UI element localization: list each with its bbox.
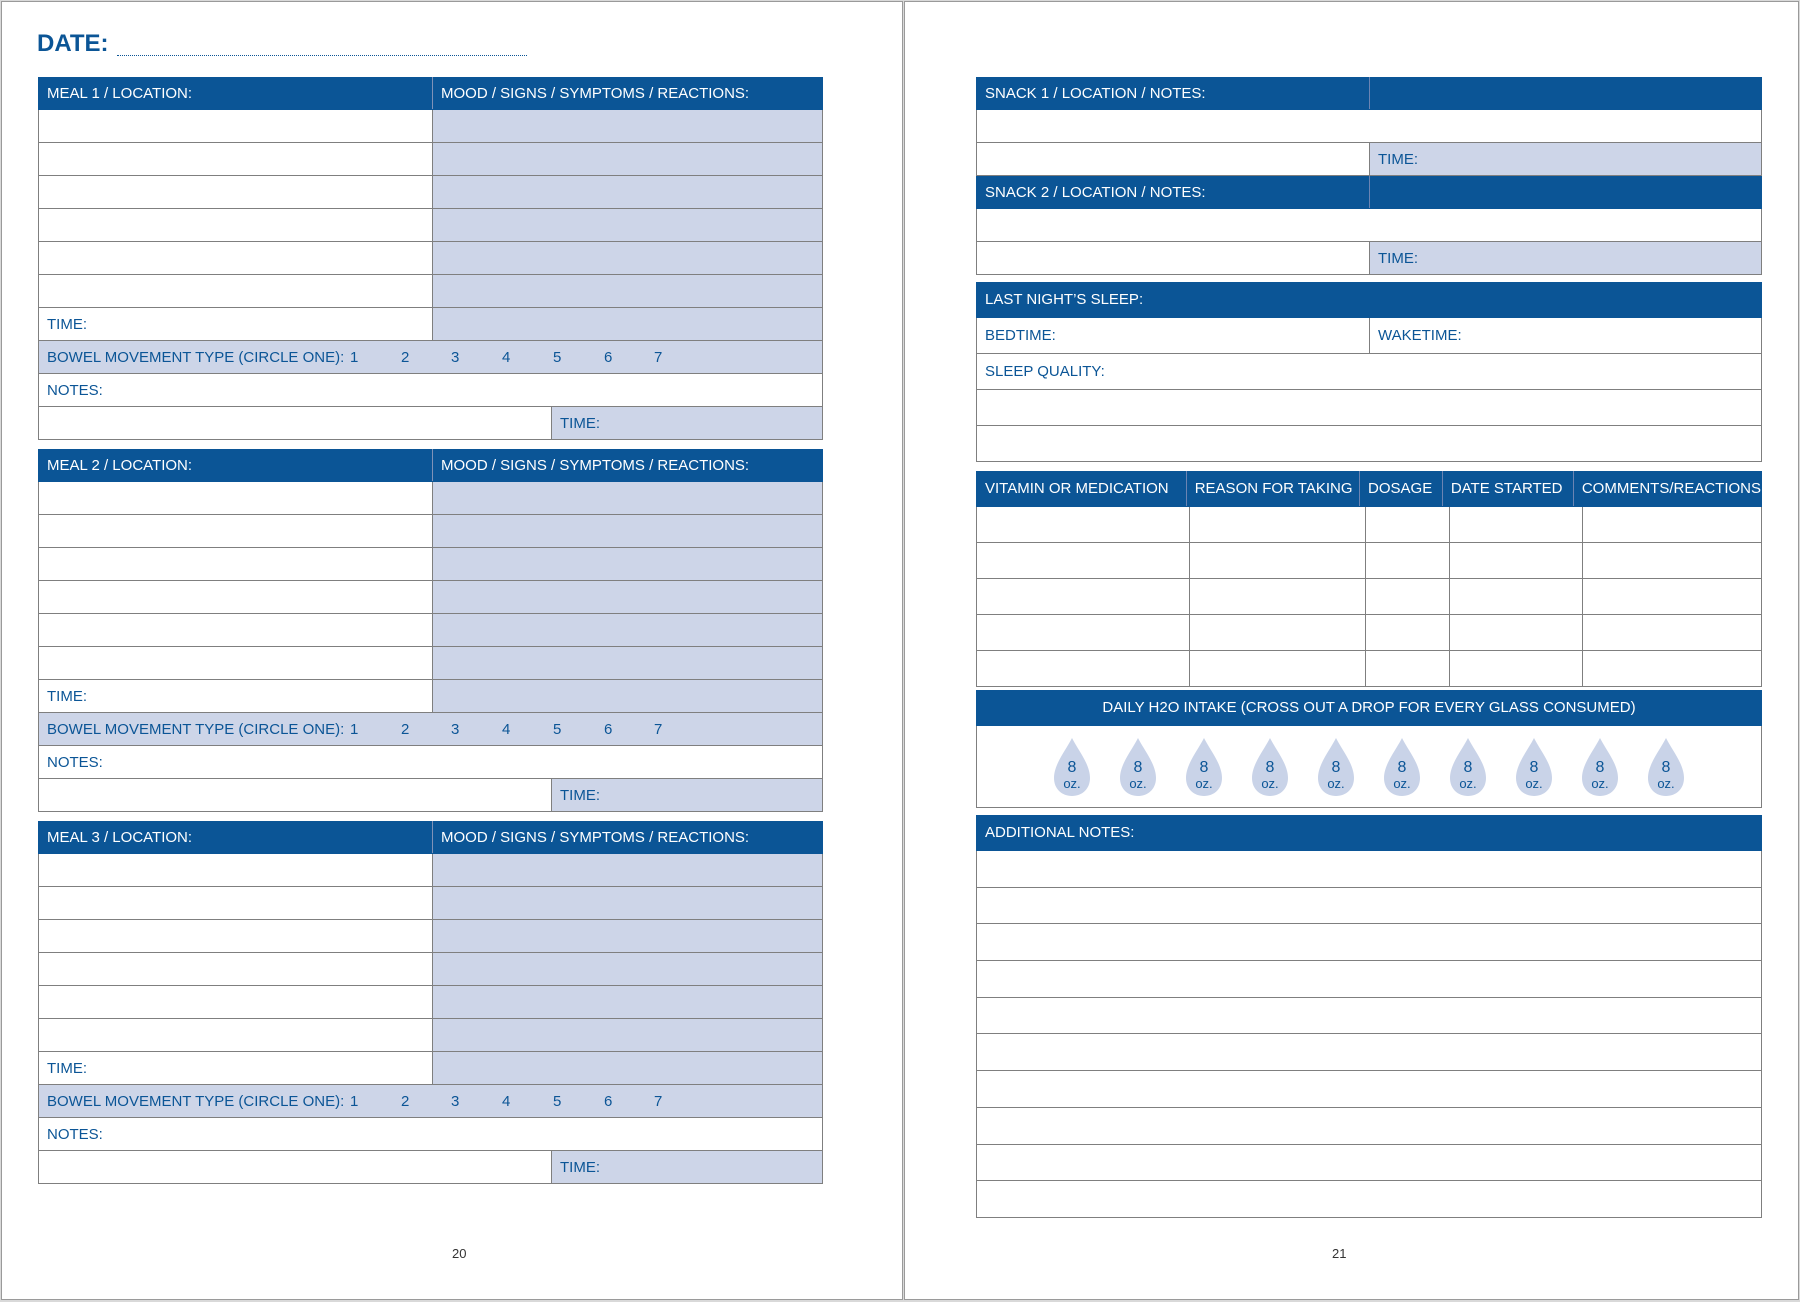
drop-amount: 8 bbox=[1199, 758, 1209, 776]
meal-entry-cell[interactable] bbox=[39, 482, 433, 514]
meal-time-field[interactable]: TIME: bbox=[39, 680, 433, 712]
meal-3-block bbox=[38, 821, 823, 1184]
vitamin-cell[interactable] bbox=[1450, 615, 1583, 650]
mood-entry-cell[interactable] bbox=[433, 887, 822, 919]
bowel-option-5[interactable]: 5 bbox=[553, 721, 562, 738]
water-drop-icon[interactable] bbox=[1646, 736, 1686, 798]
meal-entry-row bbox=[38, 647, 823, 680]
drop-unit: oz. bbox=[1129, 775, 1147, 791]
notes-line[interactable] bbox=[976, 1034, 1762, 1071]
bowel-option-2[interactable]: 2 bbox=[401, 721, 410, 738]
water-drop-icon[interactable] bbox=[1514, 736, 1554, 798]
meal-entry-cell[interactable] bbox=[39, 242, 433, 274]
mood-header: MOOD / SIGNS / SYMPTOMS / REACTIONS: bbox=[441, 456, 750, 474]
mood-entry-cell[interactable] bbox=[433, 548, 822, 580]
meal-time-row bbox=[38, 680, 823, 713]
sleep-line[interactable] bbox=[976, 390, 1762, 426]
meal-entry-row bbox=[38, 110, 823, 143]
bowel-option-1[interactable]: 1 bbox=[350, 721, 359, 738]
snack-2-header bbox=[976, 176, 1762, 209]
sleep-header bbox=[976, 282, 1762, 318]
drop-amount: 8 bbox=[1661, 758, 1671, 776]
meal-entry-cell[interactable] bbox=[39, 647, 433, 679]
meal-title: MEAL 1 / LOCATION: bbox=[39, 77, 433, 109]
notes-line[interactable] bbox=[976, 1181, 1762, 1218]
vitamin-cell[interactable] bbox=[1583, 543, 1761, 578]
meal-entry-row bbox=[38, 143, 823, 176]
reason-header: REASON FOR TAKING bbox=[1187, 471, 1360, 506]
snack-2-time-row bbox=[976, 242, 1762, 275]
bowel-option-4[interactable]: 4 bbox=[502, 1093, 511, 1110]
additional-notes-title: ADDITIONAL NOTES: bbox=[985, 824, 1135, 841]
vitamin-cell[interactable] bbox=[977, 507, 1190, 542]
meal-entry-cell[interactable] bbox=[39, 854, 433, 886]
meal-time-field[interactable]: TIME: bbox=[39, 308, 433, 340]
bowel-option-7[interactable]: 7 bbox=[654, 1093, 663, 1110]
h2o-header bbox=[976, 690, 1762, 726]
bowel-movement-label: BOWEL MOVEMENT TYPE (CIRCLE ONE): bbox=[47, 349, 345, 366]
mood-header: MOOD / SIGNS / SYMPTOMS / REACTIONS: bbox=[441, 828, 750, 846]
mood-entry-cell[interactable] bbox=[433, 176, 822, 208]
vitamin-cell[interactable] bbox=[1190, 615, 1366, 650]
meal-entry-row bbox=[38, 482, 823, 515]
water-drop-icon[interactable] bbox=[1448, 736, 1488, 798]
page-number-left: 20 bbox=[452, 1246, 467, 1261]
water-drops bbox=[976, 726, 1762, 808]
notes-row bbox=[38, 746, 823, 779]
meal-entry-cell[interactable] bbox=[39, 581, 433, 613]
meal-entry-cell[interactable] bbox=[39, 887, 433, 919]
water-drop-icon[interactable] bbox=[1118, 736, 1158, 798]
drop-amount: 8 bbox=[1265, 758, 1275, 776]
mood-entry-cell[interactable] bbox=[433, 581, 822, 613]
vitamin-cell[interactable] bbox=[1366, 507, 1450, 542]
drop-amount: 8 bbox=[1133, 758, 1143, 776]
meal-2-block bbox=[38, 449, 823, 812]
snack-1-line[interactable] bbox=[976, 110, 1762, 143]
bowel-option-3[interactable]: 3 bbox=[451, 349, 460, 366]
vitamin-row bbox=[976, 543, 1762, 579]
meal-time-row bbox=[38, 308, 823, 341]
bowel-option-1[interactable]: 1 bbox=[350, 1093, 359, 1110]
bowel-option-7[interactable]: 7 bbox=[654, 349, 663, 366]
vitamin-cell[interactable] bbox=[1190, 579, 1366, 614]
drop-amount: 8 bbox=[1331, 758, 1341, 776]
mood-entry-cell[interactable] bbox=[433, 1052, 822, 1084]
drop-unit: oz. bbox=[1195, 775, 1213, 791]
vitamin-cell[interactable] bbox=[977, 579, 1190, 614]
meal-entry-cell[interactable] bbox=[39, 953, 433, 985]
meal-time-field[interactable]: TIME: bbox=[39, 1052, 433, 1084]
notes-time-field[interactable]: TIME: bbox=[552, 1151, 822, 1183]
meal-entry-cell[interactable] bbox=[39, 515, 433, 547]
date-started-header: DATE STARTED bbox=[1443, 471, 1574, 506]
drop-amount: 8 bbox=[1397, 758, 1407, 776]
drop-unit: oz. bbox=[1393, 775, 1411, 791]
meal-entry-cell[interactable] bbox=[39, 143, 433, 175]
snack-1-title: SNACK 1 / LOCATION / NOTES: bbox=[977, 77, 1370, 109]
notes-line[interactable] bbox=[976, 924, 1762, 961]
water-drop-icon[interactable] bbox=[1316, 736, 1356, 798]
meal-entry-cell[interactable] bbox=[39, 176, 433, 208]
vitamin-row bbox=[976, 507, 1762, 543]
additional-notes-section bbox=[976, 815, 1762, 1218]
meal-entry-row bbox=[38, 548, 823, 581]
sleep-times-row bbox=[976, 318, 1762, 354]
snack-1-header bbox=[976, 77, 1762, 110]
drop-unit: oz. bbox=[1525, 775, 1543, 791]
mood-entry-cell[interactable] bbox=[433, 1019, 822, 1051]
vitamin-row bbox=[976, 579, 1762, 615]
water-drop-icon[interactable] bbox=[1250, 736, 1290, 798]
notes-line[interactable] bbox=[976, 1108, 1762, 1145]
vitamin-header: VITAMIN OR MEDICATION bbox=[977, 471, 1187, 506]
meal-entry-row bbox=[38, 176, 823, 209]
mood-entry-cell[interactable] bbox=[433, 482, 822, 514]
bowel-option-6[interactable]: 6 bbox=[604, 1093, 613, 1110]
notes-line[interactable] bbox=[976, 851, 1762, 888]
mood-entry-cell[interactable] bbox=[433, 647, 822, 679]
drop-unit: oz. bbox=[1459, 775, 1477, 791]
meal-entry-row bbox=[38, 614, 823, 647]
vitamin-cell[interactable] bbox=[1450, 579, 1583, 614]
snack-1-entry[interactable] bbox=[977, 143, 1370, 175]
vitamin-cell[interactable] bbox=[977, 651, 1190, 686]
drop-unit: oz. bbox=[1063, 775, 1081, 791]
mood-entry-cell[interactable] bbox=[433, 854, 822, 886]
snack-1-time-row bbox=[976, 143, 1762, 176]
meal-header bbox=[38, 449, 823, 482]
page-number-right: 21 bbox=[1332, 1246, 1347, 1261]
bowel-option-3[interactable]: 3 bbox=[451, 721, 460, 738]
bowel-option-6[interactable]: 6 bbox=[604, 349, 613, 366]
meal-entry-row bbox=[38, 581, 823, 614]
mood-entry-cell[interactable] bbox=[433, 242, 822, 274]
bowel-option-1[interactable]: 1 bbox=[350, 349, 359, 366]
notes-entry-cell[interactable] bbox=[39, 779, 552, 811]
mood-header: MOOD / SIGNS / SYMPTOMS / REACTIONS: bbox=[441, 84, 750, 102]
bowel-option-2[interactable]: 2 bbox=[401, 1093, 410, 1110]
meal-entry-row bbox=[38, 920, 823, 953]
mood-entry-cell[interactable] bbox=[433, 275, 822, 307]
snack-2-line[interactable] bbox=[976, 209, 1762, 242]
meal-header bbox=[38, 821, 823, 854]
vitamin-rows bbox=[976, 507, 1762, 687]
bowel-option-2[interactable]: 2 bbox=[401, 349, 410, 366]
meal-entry-cell[interactable] bbox=[39, 1019, 433, 1051]
notes-time-row bbox=[38, 779, 823, 812]
vitamin-cell[interactable] bbox=[1583, 651, 1761, 686]
meal-entry-row bbox=[38, 242, 823, 275]
bowel-option-3[interactable]: 3 bbox=[451, 1093, 460, 1110]
date-label: DATE: bbox=[37, 30, 109, 57]
vitamin-cell[interactable] bbox=[1366, 615, 1450, 650]
notes-row bbox=[38, 1118, 823, 1151]
h2o-section bbox=[976, 690, 1762, 808]
notes-time-field[interactable]: TIME: bbox=[552, 779, 822, 811]
meal-entry-cell[interactable] bbox=[39, 920, 433, 952]
vitamin-cell[interactable] bbox=[1366, 579, 1450, 614]
vitamin-cell[interactable] bbox=[1450, 651, 1583, 686]
meal-entry-row bbox=[38, 209, 823, 242]
mood-entry-cell[interactable] bbox=[433, 986, 822, 1018]
water-drop-icon[interactable] bbox=[1382, 736, 1422, 798]
vitamin-row bbox=[976, 615, 1762, 651]
date-row bbox=[37, 32, 527, 56]
notes-label: NOTES: bbox=[47, 753, 103, 771]
water-drop-icon[interactable] bbox=[1580, 736, 1620, 798]
sleep-quality-row bbox=[976, 354, 1762, 390]
meal-header bbox=[38, 77, 823, 110]
bowel-option-6[interactable]: 6 bbox=[604, 721, 613, 738]
snacks-section bbox=[976, 77, 1762, 275]
dosage-header: DOSAGE bbox=[1360, 471, 1443, 506]
notes-label: NOTES: bbox=[47, 1125, 103, 1143]
water-drop-icon[interactable] bbox=[1184, 736, 1224, 798]
meal-entry-cell[interactable] bbox=[39, 548, 433, 580]
drop-unit: oz. bbox=[1657, 775, 1675, 791]
drop-amount: 8 bbox=[1463, 758, 1473, 776]
mood-entry-cell[interactable] bbox=[433, 308, 822, 340]
vitamin-cell[interactable] bbox=[977, 615, 1190, 650]
bowel-movement-row bbox=[38, 1085, 823, 1118]
meal-entry-row bbox=[38, 953, 823, 986]
bowel-option-7[interactable]: 7 bbox=[654, 721, 663, 738]
drop-amount: 8 bbox=[1067, 758, 1077, 776]
meal-title: MEAL 2 / LOCATION: bbox=[39, 449, 433, 481]
bowel-option-4[interactable]: 4 bbox=[502, 349, 511, 366]
notes-line[interactable] bbox=[976, 961, 1762, 998]
meal-time-row bbox=[38, 1052, 823, 1085]
meal-entry-cell[interactable] bbox=[39, 614, 433, 646]
comments-header: COMMENTS/REACTIONS bbox=[1581, 480, 1762, 497]
meal-1-block bbox=[38, 77, 823, 440]
vitamins-table bbox=[976, 471, 1762, 687]
sleep-quality-label: SLEEP QUALITY: bbox=[985, 363, 1105, 380]
snack-2-title: SNACK 2 / LOCATION / NOTES: bbox=[977, 176, 1370, 208]
notes-line[interactable] bbox=[976, 998, 1762, 1035]
vitamin-cell[interactable] bbox=[1450, 507, 1583, 542]
additional-notes-header bbox=[976, 815, 1762, 851]
drop-unit: oz. bbox=[1261, 775, 1279, 791]
mood-entry-cell[interactable] bbox=[433, 953, 822, 985]
mood-entry-cell[interactable] bbox=[433, 614, 822, 646]
drop-amount: 8 bbox=[1595, 758, 1605, 776]
notes-row bbox=[38, 374, 823, 407]
meal-entry-cell[interactable] bbox=[39, 209, 433, 241]
drop-unit: oz. bbox=[1591, 775, 1609, 791]
meal-entry-row bbox=[38, 887, 823, 920]
meal-entry-row bbox=[38, 986, 823, 1019]
sleep-section bbox=[976, 282, 1762, 462]
mood-entry-cell[interactable] bbox=[433, 209, 822, 241]
vitamin-cell[interactable] bbox=[1190, 507, 1366, 542]
notes-line[interactable] bbox=[976, 888, 1762, 925]
meal-entry-row bbox=[38, 1019, 823, 1052]
mood-entry-cell[interactable] bbox=[433, 143, 822, 175]
vitamin-cell[interactable] bbox=[1190, 543, 1366, 578]
snack-2-entry[interactable] bbox=[977, 242, 1370, 274]
notes-line[interactable] bbox=[976, 1145, 1762, 1182]
date-field[interactable] bbox=[117, 35, 527, 56]
vitamin-cell[interactable] bbox=[1366, 543, 1450, 578]
mood-entry-cell[interactable] bbox=[433, 110, 822, 142]
vitamin-cell[interactable] bbox=[1583, 579, 1761, 614]
notes-time-row bbox=[38, 1151, 823, 1184]
additional-notes-lines bbox=[976, 851, 1762, 1218]
sleep-title: LAST NIGHT’S SLEEP: bbox=[985, 291, 1144, 308]
vitamin-cell[interactable] bbox=[1583, 507, 1761, 542]
mood-entry-cell[interactable] bbox=[433, 680, 822, 712]
notes-entry-cell[interactable] bbox=[39, 407, 552, 439]
sleep-line[interactable] bbox=[976, 426, 1762, 462]
vitamin-cell[interactable] bbox=[1366, 651, 1450, 686]
bowel-option-4[interactable]: 4 bbox=[502, 721, 511, 738]
drop-amount: 8 bbox=[1529, 758, 1539, 776]
bowel-movement-row bbox=[38, 341, 823, 374]
bowel-movement-label: BOWEL MOVEMENT TYPE (CIRCLE ONE): bbox=[47, 721, 345, 738]
vitamin-row bbox=[976, 651, 1762, 687]
mood-entry-cell[interactable] bbox=[433, 920, 822, 952]
notes-label: NOTES: bbox=[47, 381, 103, 399]
water-drop-icon[interactable] bbox=[1052, 736, 1092, 798]
meal-entry-row bbox=[38, 515, 823, 548]
snack-2-time[interactable]: TIME: bbox=[1370, 242, 1761, 274]
snack-1-time[interactable]: TIME: bbox=[1370, 143, 1761, 175]
vitamin-cell[interactable] bbox=[977, 543, 1190, 578]
h2o-title: DAILY H2O INTAKE (CROSS OUT A DROP FOR EVERY GLASS CONSUMED) bbox=[1102, 699, 1636, 716]
meal-entry-cell[interactable] bbox=[39, 986, 433, 1018]
bowel-option-5[interactable]: 5 bbox=[553, 1093, 562, 1110]
notes-time-field[interactable]: TIME: bbox=[552, 407, 822, 439]
vitamin-cell[interactable] bbox=[1190, 651, 1366, 686]
bowel-movement-row bbox=[38, 713, 823, 746]
drop-unit: oz. bbox=[1327, 775, 1345, 791]
bedtime-field[interactable]: BEDTIME: bbox=[977, 318, 1370, 353]
meal-title: MEAL 3 / LOCATION: bbox=[39, 821, 433, 853]
bowel-movement-label: BOWEL MOVEMENT TYPE (CIRCLE ONE): bbox=[47, 1093, 345, 1110]
notes-entry-cell[interactable] bbox=[39, 1151, 552, 1183]
notes-time-row bbox=[38, 407, 823, 440]
vitamins-header-row bbox=[976, 471, 1762, 507]
meal-entry-row bbox=[38, 854, 823, 887]
notes-line[interactable] bbox=[976, 1071, 1762, 1108]
meal-entry-cell[interactable] bbox=[39, 110, 433, 142]
meal-entry-row bbox=[38, 275, 823, 308]
bowel-option-5[interactable]: 5 bbox=[553, 349, 562, 366]
vitamin-cell[interactable] bbox=[1450, 543, 1583, 578]
waketime-field[interactable]: WAKETIME: bbox=[1378, 327, 1462, 344]
vitamin-cell[interactable] bbox=[1583, 615, 1761, 650]
mood-entry-cell[interactable] bbox=[433, 515, 822, 547]
meal-entry-cell[interactable] bbox=[39, 275, 433, 307]
